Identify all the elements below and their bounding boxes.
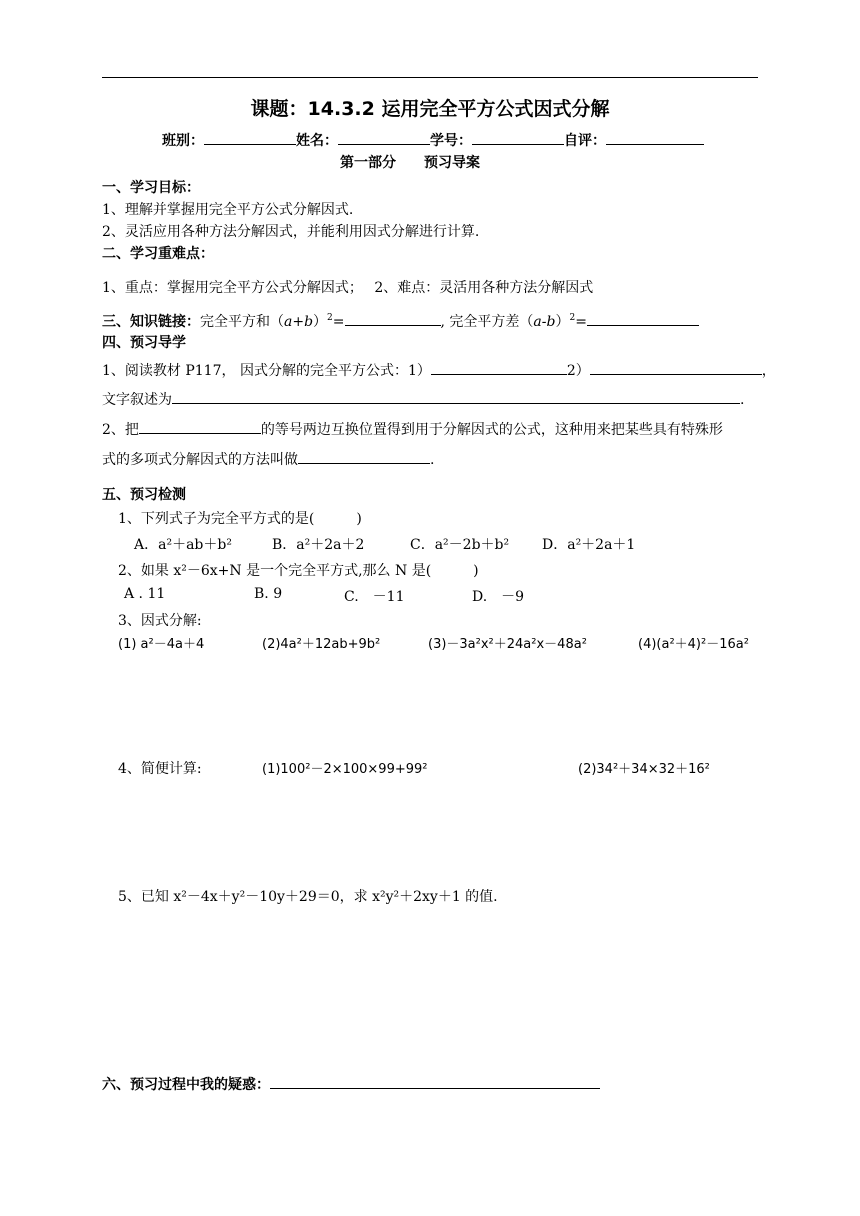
q1-comma: ， (761, 363, 776, 379)
section-5-heading: 五、预习检测 (102, 487, 186, 503)
section-4-heading: 四、预习导学 (102, 335, 186, 351)
name-field[interactable] (338, 132, 430, 145)
q5-4-item-2: (2)34²＋34×32＋16² (578, 762, 710, 777)
section-2-line: 1、重点：掌握用完全平方公式分解因式； 2、难点：灵活用各种方法分解因式 (102, 280, 594, 296)
q5-1-option-d[interactable]: D．a²＋2a＋1 (542, 537, 636, 553)
sum-blank[interactable] (345, 313, 441, 326)
sum-expr: a+b (284, 314, 314, 330)
class-label: 班别： (162, 133, 204, 149)
q1-text: 1、阅读教材 P117， 因式分解的完全平方公式：1） (102, 363, 431, 379)
formula-blank-3[interactable] (139, 421, 261, 434)
section-1-item: 2、灵活应用各种方法分解因式，并能利用因式分解进行计算. (102, 224, 480, 240)
section-6-line (102, 1074, 600, 1094)
sum-eq: = (332, 314, 345, 330)
diff-close: ） (555, 314, 570, 330)
method-blank[interactable] (298, 451, 430, 464)
q5-2-option-c[interactable]: C. －11 (344, 589, 405, 605)
q1-desc-text: 文字叙述为 (102, 392, 172, 408)
diff-eq: = (575, 314, 587, 330)
q5-3: 3、因式分解: (118, 613, 202, 629)
section-6-heading: 六、预习过程中我的疑惑： (102, 1077, 270, 1093)
q5-1-option-a[interactable]: A．a²＋ab＋b² (134, 537, 232, 553)
section-4-q2-cont (102, 449, 434, 469)
description-blank[interactable] (172, 391, 740, 404)
section-3-line: 三、知识链接：完全平方和$(a+b)^2=$ , 完全平方差$(a-b)^2=$ (102, 311, 699, 331)
section-3-heading: 三、知识链接： (102, 314, 200, 330)
q2-text-cont: 的等号两边互换位置得到用于分解因式的公式，这种用来把某些具有特殊形 (260, 422, 723, 438)
q5-3-item-4: (4)(a²＋4)²－16a² (638, 637, 749, 652)
diff-text: , 完全平方差（ (440, 314, 534, 330)
formula-blank-1[interactable] (431, 362, 567, 375)
q5-2: 2、如果 x²－6x+N 是一个完全平方式,那么 N 是( ) (118, 563, 479, 579)
diff-expr: a-b (533, 314, 556, 330)
q2-text-end: 式的多项式分解因式的方法叫做 (102, 452, 298, 468)
q5-2-option-b[interactable]: B. 9 (254, 586, 283, 602)
section-4-q1 (102, 360, 776, 380)
section-4-q1-desc (102, 389, 744, 409)
section-1-heading: 一、学习目标： (102, 180, 200, 196)
q5-2-option-a[interactable]: A . 11 (124, 586, 166, 602)
student-info-row (162, 130, 704, 150)
q5-3-item-1: (1) a²－4a＋4 (118, 637, 205, 652)
questions-field[interactable] (270, 1076, 600, 1089)
name-label: 姓名： (296, 133, 338, 149)
q5-4-item-1: (1)100²－2×100×99+99² (262, 762, 428, 777)
q2-period: . (430, 452, 435, 468)
section-2-heading: 二、学习重难点： (102, 246, 214, 262)
section-4-q2 (102, 419, 723, 439)
q5-4: 4、简便计算: (118, 761, 202, 777)
id-label: 学号： (430, 133, 472, 149)
diff-blank[interactable] (587, 313, 699, 326)
q5-1-option-b[interactable]: B．a²＋2a＋2 (272, 537, 365, 553)
q1-second: 2） (566, 363, 590, 379)
header-rule (102, 77, 758, 78)
q5-2-option-d[interactable]: D. －9 (472, 589, 525, 605)
eval-label: 自评： (564, 133, 606, 149)
sum-close: ） (313, 314, 328, 330)
eval-field[interactable] (606, 132, 704, 145)
q5-1: 1、下列式子为完全平方式的是( ) (118, 511, 362, 527)
sum-text: 完全平方和（ (200, 314, 284, 330)
q5-5: 5、已知 x²－4x＋y²－10y＋29＝0，求 x²y²＋2xy＋1 的值. (118, 889, 498, 905)
formula-blank-2[interactable] (590, 362, 762, 375)
q1-period: . (740, 392, 745, 408)
q5-3-item-2: (2)4a²＋12ab+9b² (262, 637, 381, 652)
id-field[interactable] (472, 132, 564, 145)
q5-1-option-c[interactable]: C．a²－2b＋b² (410, 537, 510, 553)
part-title: 第一部分 预习导案 (340, 155, 480, 171)
page-title: 课题：14.3.2 运用完全平方公式因式分解 (250, 98, 610, 120)
section-1-item: 1、理解并掌握用完全平方公式分解因式. (102, 202, 354, 218)
q2-text: 2、把 (102, 422, 139, 438)
class-field[interactable] (204, 132, 296, 145)
q5-3-item-3: (3)－3a²x²＋24a²x－48a² (428, 637, 587, 652)
